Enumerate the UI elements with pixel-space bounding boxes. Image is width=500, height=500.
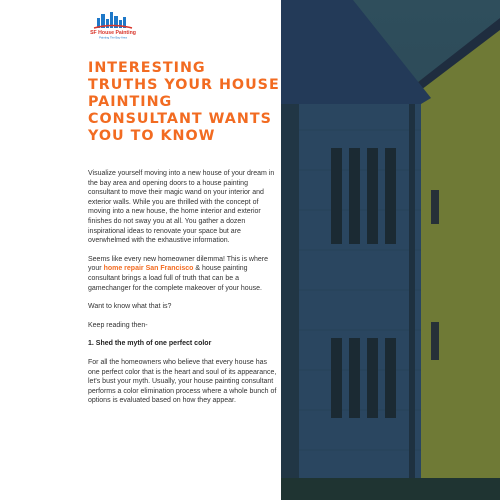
paragraph-intro: Visualize yourself moving into a new house of your dream in the bay area and opening doors to a house painting consultant to move their magic wand on your interior and exterior walls. While you are thrilled with the concept of moving into a new house, the home interior and exterior finishes do not sway you at all. You gather a dozen inspirational ideas to renovate your space but are overwhelmed with the exhaustive information. [88, 170, 275, 245]
paragraph-dilemma [88, 255, 280, 293]
section-text-1: For all the homeowners who believe that every house has one perfect color that is the heart and soul of its appearance, let's bust your myth. Usually, your house painting consultant performs a color elimination process where a whole bunch of options is evaluated based on how they appear. [88, 358, 277, 405]
houses-photo [281, 0, 500, 500]
paragraph-keep-reading: Keep reading then- [88, 321, 148, 329]
section-heading-1: 1. Shed the myth of one perfect color [88, 340, 212, 348]
article-body [88, 169, 280, 406]
paragraph-question: Want to know what that is? [88, 303, 172, 311]
paragraph-dilemma-text-end: & house painting consultant brings a load full of truth that can be a gamechanger for the complete makeover of your house. [88, 265, 262, 292]
article-title: INTERESTING TRUTHS YOUR HOUSE PAINTING CONSULTANT WANTS YOU TO KNOW [88, 60, 280, 144]
logo-skyline-icon [88, 10, 138, 40]
article-column [88, 60, 280, 415]
company-logo [88, 10, 138, 40]
home-repair-link[interactable]: home repair San Francisco [103, 265, 194, 273]
logo-tagline: Painting The Bay Area [99, 35, 127, 40]
paragraph-dilemma-text: Seems like every new homeowner dilemma! This is where your [88, 255, 268, 273]
logo-brand-name: SF House Painting [90, 30, 136, 36]
